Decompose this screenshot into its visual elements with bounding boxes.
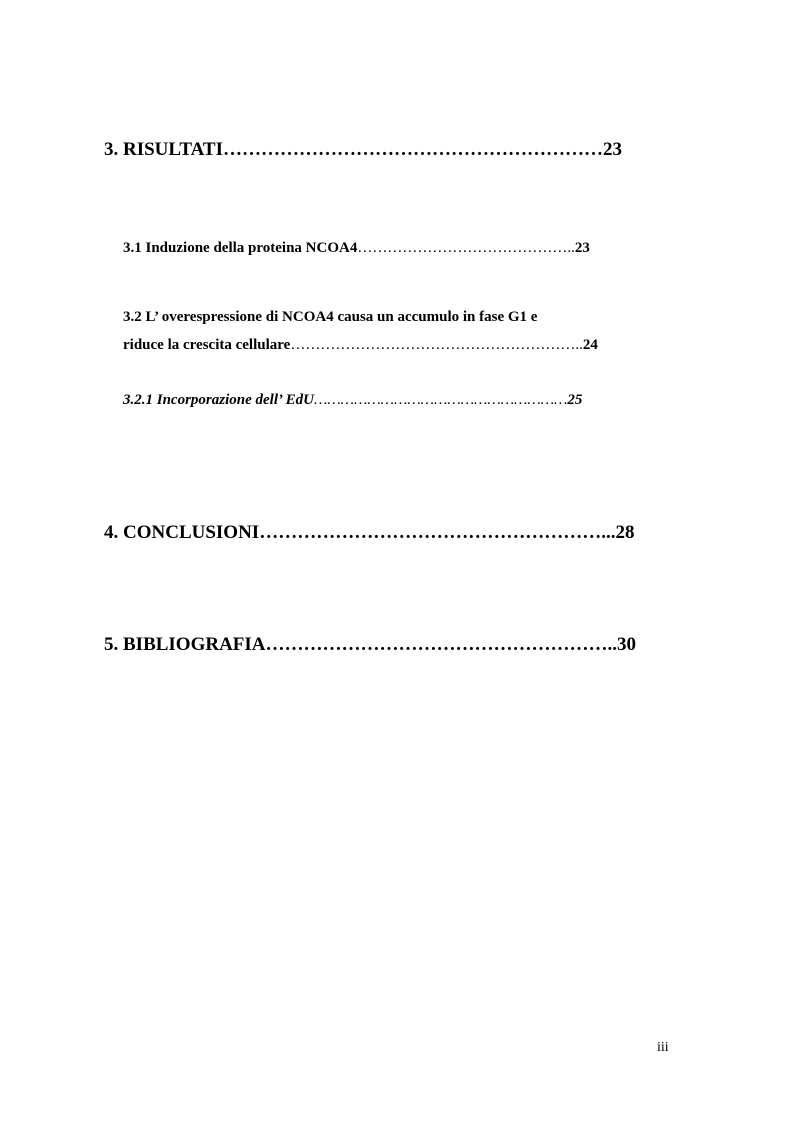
toc-page-number: 23 <box>602 139 622 160</box>
toc-entry-conclusioni <box>104 522 634 544</box>
toc-entry-title: 3. RISULTATI <box>104 139 223 160</box>
toc-entry-title: 3.2 L’ overespressione di NCOA4 causa un accumulo in fase G1 e <box>123 309 538 325</box>
toc-entry-title: 3.2.1 Incorporazione dell’ EdU <box>123 392 314 408</box>
toc-entry-3-1 <box>123 240 590 257</box>
toc-leader-dots: …………………………………….. <box>357 240 575 256</box>
toc-leader-dots: ………………………………………………….. <box>290 337 583 353</box>
toc-page-number: 23 <box>574 240 590 256</box>
toc-entry-bibliografia <box>104 634 636 656</box>
toc-entry-risultati <box>104 139 622 161</box>
toc-page-number: 25 <box>567 392 583 408</box>
toc-leader-dots: …………………………………………………… <box>222 139 603 160</box>
toc-entry-3-2-1 <box>123 392 582 409</box>
toc-entry-title: 4. CONCLUSIONI <box>104 522 260 543</box>
toc-leader-dots: ………………………………………………… <box>313 392 568 408</box>
toc-entry-3-2-line1 <box>123 309 537 326</box>
toc-entry-title: 5. BIBLIOGRAFIA <box>104 634 266 655</box>
page-number: iii <box>657 1040 669 1055</box>
toc-leader-dots: ………………………………………………... <box>259 522 616 543</box>
toc-page-number: 24 <box>582 337 598 353</box>
toc-leader-dots: ……………………………………………….. <box>265 634 618 655</box>
toc-entry-title: 3.1 Induzione della proteina NCOA4 <box>123 240 358 256</box>
toc-entry-3-2-line2 <box>123 337 598 354</box>
toc-page-number: 30 <box>617 634 637 655</box>
toc-entry-title: riduce la crescita cellulare <box>123 337 291 353</box>
toc-page-number: 28 <box>615 522 635 543</box>
